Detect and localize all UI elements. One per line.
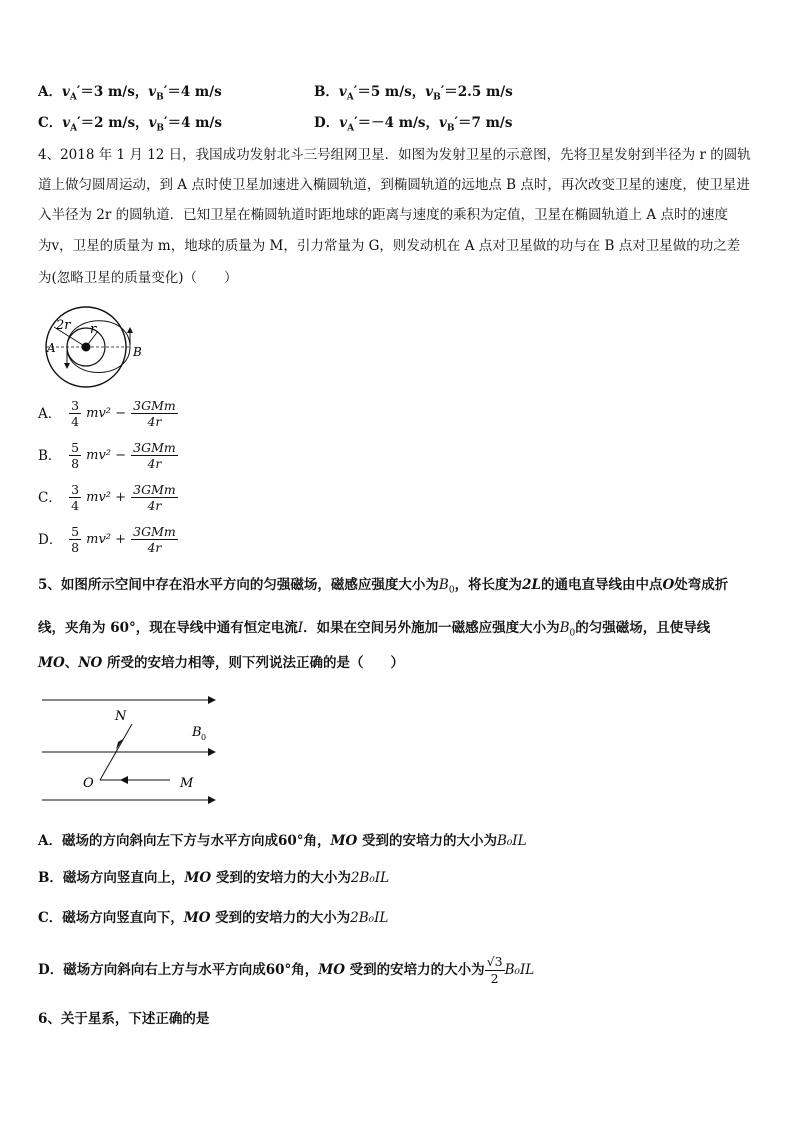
q3-option-a: A．$v_A'=3$ m/s，$v_B'=4$ m/s bbox=[38, 84, 222, 103]
q4-option-a: A． $\frac{3}{4}$ mv² − $\frac{\text{3GMm}}{4r}$ bbox=[38, 398, 176, 429]
q4-option-b: B． $\frac{5}{8}$ mv² − $\frac{\text{3GMm}}{4r}$ bbox=[38, 440, 176, 471]
label-m: M bbox=[180, 776, 194, 791]
label-o: O bbox=[83, 776, 94, 791]
q3-option-b: B．$v_A'=5$ m/s，$v_B'=2.5$ m/s bbox=[314, 84, 513, 103]
label-b: B bbox=[133, 345, 142, 359]
label-b0-sub: 0 bbox=[201, 733, 207, 742]
q3-option-c: C．$v_A'=2$ m/s，$v_B'=4$ m/s bbox=[38, 115, 222, 134]
q4-option-c: C． $\frac{3}{4}$ mv² + $\frac{\text{3GMm}}{4r}$ bbox=[38, 482, 176, 513]
q4-line-4: 为v，卫星的质量为 m，地球的质量为 M，引力常量为 G，则发动机在 A 点对卫星做的功与在 B 点对卫星做的功之差 bbox=[38, 238, 741, 254]
q3-option-d: D．$v_A'=-4$ m/s，$v_B'=7$ m/s bbox=[314, 115, 513, 134]
q4-orbit-diagram bbox=[40, 303, 150, 393]
q5-option-d: D．磁场方向斜向右上方与水平方向成60°角，MO 受到的安培力的大小为 $\frac{√3}{2}$ B₀IL bbox=[38, 954, 535, 986]
q5-option-c: C．磁场方向竖直向下，MO 受到的安培力的大小为2B₀IL bbox=[38, 910, 389, 926]
q5-line-1: 5、如图所示空间中存在沿水平方向的匀强磁场，磁感应强度大小为$B_0$，将长度为2L的通电直导线由中点O处弯成折 bbox=[38, 577, 729, 596]
q5-line-2: 线，夹角为 60°，现在导线中通有恒定电流I．如果在空间另外施加一磁感应强度大小为$B_0$的匀强磁场，且使导线 bbox=[38, 620, 711, 639]
label-b0: B bbox=[192, 725, 202, 740]
q4-line-5: 为(忽略卫星的质量变化)（ ） bbox=[38, 270, 238, 286]
q5-field-diagram bbox=[40, 690, 220, 808]
label-2r: 2r bbox=[56, 318, 71, 333]
wire-mo-arrow bbox=[120, 776, 128, 784]
label-n: N bbox=[115, 709, 127, 724]
q5-option-a: A．磁场的方向斜向左下方与水平方向成60°角，MO 受到的安培力的大小为B₀IL bbox=[38, 833, 527, 849]
q5-option-b: B．磁场方向竖直向上，MO 受到的安培力的大小为2B₀IL bbox=[38, 870, 390, 886]
q4-line-3: 入半径为 2r 的圆轨道．已知卫星在椭圆轨道时距地球的距离与速度的乘积为定值，卫星在椭圆轨道上 A 点时的速度 bbox=[38, 207, 728, 223]
q6-stem: 6、关于星系，下述正确的是 bbox=[38, 1011, 210, 1027]
q4-option-d: D． $\frac{5}{8}$ mv² + $\frac{\text{3GMm}}{4r}$ bbox=[38, 524, 176, 555]
q5-line-3: MO、NO 所受的安培力相等，则下列说法正确的是（ ） bbox=[38, 655, 405, 671]
q4-line-2: 道上做匀圆周运动，到 A 点时使卫星加速进入椭圆轨道，到椭圆轨道的远地点 B 点时，再次改变卫星的速度，使卫星进 bbox=[38, 177, 750, 193]
q4-line-1: 4、2018 年 1 月 12 日，我国成功发射北斗三号组网卫星．如图为发射卫星的示意图，先将卫星发射到半径为 r 的圆轨 bbox=[38, 147, 751, 163]
label-a: A bbox=[47, 341, 56, 355]
label-r: r bbox=[90, 322, 97, 337]
